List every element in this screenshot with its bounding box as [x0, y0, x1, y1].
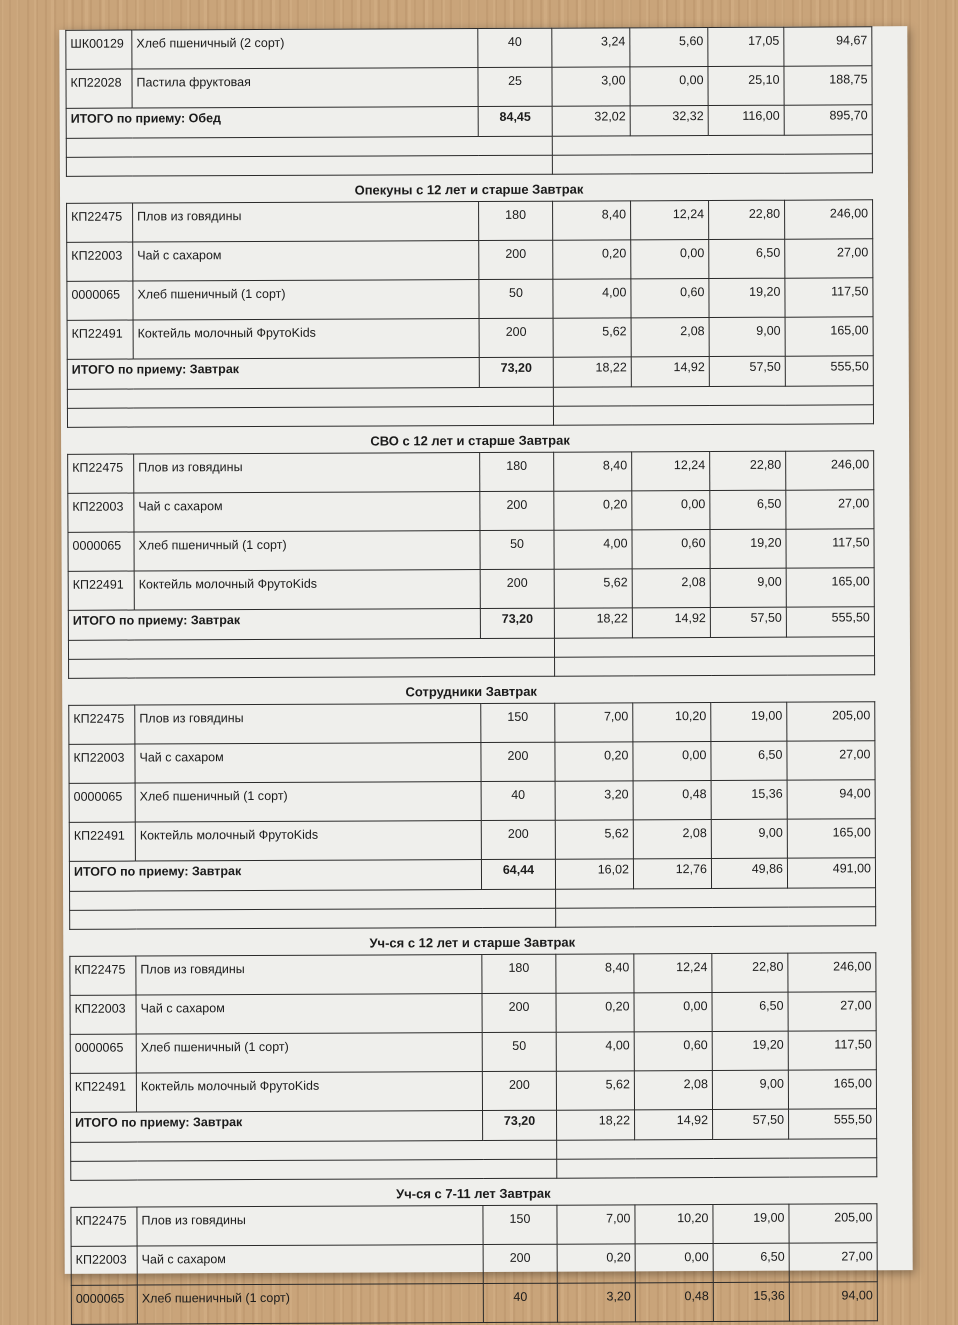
table-row: [71, 1204, 877, 1247]
item-name: Чай с сахаром: [134, 492, 480, 533]
total-weight: 64,44: [481, 859, 555, 889]
item-code: КП22028: [66, 69, 132, 108]
item-name: Чай с сахаром: [135, 743, 481, 784]
total-weight: 73,20: [479, 357, 553, 387]
item-carbs: 15,36: [711, 780, 787, 819]
total-fat: 14,92: [635, 1110, 713, 1140]
item-kcal: 117,50: [788, 1031, 876, 1070]
item-carbs: 17,05: [708, 27, 784, 66]
table-row: [67, 317, 873, 360]
item-fat: 2,08: [633, 820, 711, 859]
total-protein: 16,02: [555, 859, 633, 889]
item-kcal: 27,00: [785, 239, 873, 278]
item-name: Хлеб пшеничный (1 сорт): [133, 280, 479, 321]
item-name: Плов из говядины: [137, 1206, 483, 1247]
item-name: Хлеб пшеничный (1 сорт): [136, 1033, 482, 1074]
item-fat: 2,08: [634, 1071, 712, 1110]
table-row: [66, 27, 872, 70]
item-carbs: 6,50: [713, 1243, 789, 1282]
item-code: КП22491: [68, 571, 134, 610]
item-carbs: 6,50: [709, 239, 785, 278]
item-weight: 200: [481, 820, 555, 859]
item-protein: 5,62: [556, 1071, 634, 1110]
total-weight: 73,20: [480, 608, 554, 638]
item-code: КП22491: [67, 320, 133, 359]
total-weight: 73,20: [483, 1110, 557, 1140]
section-table: [67, 450, 875, 679]
item-carbs: 9,00: [712, 1070, 788, 1109]
item-protein: 0,20: [556, 993, 634, 1032]
total-fat: 32,32: [630, 106, 708, 136]
item-carbs: 19,00: [711, 702, 787, 741]
item-protein: 0,20: [557, 1244, 635, 1283]
section-table: [68, 701, 876, 930]
item-carbs: 15,36: [713, 1282, 789, 1321]
item-weight: 150: [483, 1205, 557, 1244]
item-code: КП22491: [69, 822, 135, 861]
item-fat: 5,60: [630, 28, 708, 67]
item-fat: 12,24: [632, 452, 710, 491]
item-weight: 150: [481, 703, 555, 742]
item-name: Чай с сахаром: [133, 241, 479, 282]
item-carbs: 19,20: [709, 278, 785, 317]
table-row: [69, 819, 875, 862]
item-kcal: 27,00: [788, 992, 876, 1031]
item-weight: 180: [479, 201, 553, 240]
table-row: [69, 741, 875, 784]
total-row: [67, 356, 873, 390]
item-code: КП22475: [71, 1207, 137, 1246]
item-fat: 0,48: [633, 781, 711, 820]
menu-report: [65, 26, 887, 1325]
item-protein: 3,00: [552, 67, 630, 106]
item-code: 0000065: [71, 1285, 137, 1324]
item-protein: 0,20: [553, 240, 631, 279]
item-carbs: 19,20: [710, 529, 786, 568]
item-kcal: 205,00: [787, 702, 875, 741]
item-weight: 50: [479, 279, 553, 318]
item-protein: 3,20: [557, 1283, 635, 1322]
item-protein: 5,62: [554, 569, 632, 608]
item-kcal: 165,00: [785, 317, 873, 356]
item-fat: 0,60: [634, 1032, 712, 1071]
item-fat: 0,60: [631, 279, 709, 318]
item-fat: 0,00: [630, 67, 708, 106]
item-weight: 25: [478, 67, 552, 106]
item-protein: 3,20: [555, 781, 633, 820]
item-code: КП22491: [70, 1073, 136, 1112]
item-fat: 2,08: [632, 569, 710, 608]
item-code: КП22003: [69, 744, 135, 783]
item-fat: 2,08: [631, 318, 709, 357]
item-carbs: 19,00: [713, 1204, 789, 1243]
paper-sheet: [59, 26, 912, 1306]
total-row: [68, 607, 874, 641]
table-row: [68, 568, 874, 611]
item-fat: 12,24: [634, 954, 712, 993]
item-name: Коктейль молочный ФрутоKids: [135, 821, 481, 862]
total-carbs: 57,50: [709, 356, 785, 386]
item-kcal: 165,00: [787, 819, 875, 858]
item-carbs: 6,50: [710, 490, 786, 529]
item-carbs: 9,00: [710, 568, 786, 607]
table-row: [67, 278, 873, 321]
item-protein: 0,20: [555, 742, 633, 781]
item-weight: 40: [483, 1283, 557, 1322]
item-weight: 50: [480, 530, 554, 569]
item-fat: 0,00: [633, 742, 711, 781]
table-row: [70, 953, 876, 996]
item-weight: 200: [483, 1244, 557, 1283]
item-fat: 0,00: [635, 1244, 713, 1283]
item-protein: 4,00: [553, 279, 631, 318]
item-protein: 8,40: [556, 954, 634, 993]
table-row: [69, 780, 875, 823]
table-row: [67, 239, 873, 282]
item-fat: 10,20: [635, 1205, 713, 1244]
section-title: Уч-ся с 7-11 лет Завтрак: [396, 1185, 551, 1202]
table-row: [68, 490, 874, 533]
item-name: Чай с сахаром: [137, 1245, 483, 1286]
item-name: Плов из говядины: [136, 955, 482, 996]
total-protein: 18,22: [557, 1110, 635, 1140]
item-fat: 0,00: [631, 240, 709, 279]
total-kcal: 491,00: [787, 858, 875, 888]
item-carbs: 19,20: [712, 1031, 788, 1070]
item-kcal: 117,50: [786, 529, 874, 568]
item-weight: 200: [480, 569, 554, 608]
table-top: [65, 26, 873, 177]
item-kcal: 205,00: [789, 1204, 877, 1243]
total-carbs: 116,00: [708, 105, 784, 135]
item-kcal: 165,00: [786, 568, 874, 607]
item-kcal: 117,50: [785, 278, 873, 317]
item-name: Коктейль молочный ФрутоKids: [134, 570, 480, 611]
total-carbs: 57,50: [710, 607, 786, 637]
item-fat: 0,00: [634, 993, 712, 1032]
item-protein: 5,62: [553, 318, 631, 357]
item-kcal: 27,00: [786, 490, 874, 529]
total-protein: 32,02: [552, 106, 630, 136]
item-code: 0000065: [69, 783, 135, 822]
item-protein: 4,00: [554, 530, 632, 569]
item-kcal: 27,00: [787, 741, 875, 780]
item-kcal: 246,00: [788, 953, 876, 992]
item-kcal: 27,00: [789, 1243, 877, 1282]
item-code: КП22003: [68, 493, 134, 532]
item-protein: 5,62: [555, 820, 633, 859]
item-weight: 50: [482, 1032, 556, 1071]
item-fat: 12,24: [631, 201, 709, 240]
total-carbs: 49,86: [711, 858, 787, 888]
item-carbs: 9,00: [711, 819, 787, 858]
item-name: Хлеб пшеничный (2 сорт): [132, 29, 478, 70]
item-kcal: 165,00: [788, 1070, 876, 1109]
item-weight: 180: [480, 452, 554, 491]
item-code: КП22475: [67, 203, 133, 242]
item-weight: 200: [481, 742, 555, 781]
total-label: ИТОГО по приему: Завтрак: [68, 609, 480, 641]
item-name: Хлеб пшеничный (1 сорт): [137, 1284, 483, 1325]
total-fat: 12,76: [633, 859, 711, 889]
item-code: КП22475: [70, 956, 136, 995]
item-name: Пастила фруктовая: [132, 68, 478, 109]
total-label: ИТОГО по приему: Завтрак: [69, 860, 481, 892]
item-code: ШК00129: [66, 30, 132, 69]
item-fat: 0,00: [632, 491, 710, 530]
total-fat: 14,92: [632, 608, 710, 638]
total-kcal: 555,50: [786, 607, 874, 637]
total-weight: 84,45: [478, 106, 552, 136]
total-row: [66, 105, 872, 139]
item-carbs: 22,80: [712, 953, 788, 992]
item-code: 0000065: [68, 532, 134, 571]
item-name: Хлеб пшеничный (1 сорт): [134, 531, 480, 572]
item-code: 0000065: [70, 1034, 136, 1073]
item-weight: 40: [481, 781, 555, 820]
section-table: [66, 199, 874, 428]
item-protein: 8,40: [553, 201, 631, 240]
item-kcal: 94,00: [789, 1282, 877, 1321]
item-name: Хлеб пшеничный (1 сорт): [135, 782, 481, 823]
total-row: [69, 858, 875, 892]
item-kcal: 246,00: [786, 451, 874, 490]
item-fat: 0,48: [635, 1283, 713, 1322]
total-label: ИТОГО по приему: Обед: [66, 107, 478, 139]
section-table: [70, 1203, 878, 1325]
item-code: КП22475: [68, 454, 134, 493]
total-label: ИТОГО по приему: Завтрак: [67, 358, 479, 390]
table-row: [70, 1031, 876, 1074]
total-row: [71, 1109, 877, 1143]
section-table: [69, 952, 877, 1181]
item-kcal: 188,75: [784, 66, 872, 105]
item-code: КП22003: [71, 1246, 137, 1285]
item-name: Коктейль молочный ФрутоKids: [136, 1072, 482, 1113]
item-name: Чай с сахаром: [136, 994, 482, 1035]
item-protein: 8,40: [554, 452, 632, 491]
total-protein: 18,22: [553, 357, 631, 387]
item-name: Плов из говядины: [133, 202, 479, 243]
total-kcal: 555,50: [789, 1109, 877, 1139]
section-title: Опекуны с 12 лет и старше Завтрак: [354, 181, 584, 198]
item-protein: 3,24: [552, 28, 630, 67]
item-weight: 200: [479, 240, 553, 279]
item-code: КП22003: [67, 242, 133, 281]
item-fat: 10,20: [633, 703, 711, 742]
item-weight: 180: [482, 954, 556, 993]
table-row: [71, 1282, 877, 1325]
table-row: [70, 992, 876, 1035]
total-fat: 14,92: [631, 357, 709, 387]
item-code: 0000065: [67, 281, 133, 320]
item-protein: 4,00: [556, 1032, 634, 1071]
item-kcal: 94,00: [787, 780, 875, 819]
table-row: [66, 66, 872, 109]
item-name: Плов из говядины: [135, 704, 481, 745]
item-weight: 200: [482, 1071, 556, 1110]
item-name: Коктейль молочный ФрутоKids: [133, 319, 479, 360]
item-code: КП22003: [70, 995, 136, 1034]
total-kcal: 555,50: [785, 356, 873, 386]
table-row: [67, 200, 873, 243]
item-carbs: 25,10: [708, 66, 784, 105]
item-protein: 0,20: [554, 491, 632, 530]
item-protein: 7,00: [557, 1205, 635, 1244]
section-title: Уч-ся с 12 лет и старше Завтрак: [369, 934, 576, 951]
total-protein: 18,22: [554, 608, 632, 638]
item-carbs: 9,00: [709, 317, 785, 356]
item-carbs: 6,50: [711, 741, 787, 780]
total-label: ИТОГО по приему: Завтрак: [71, 1111, 483, 1143]
item-code: КП22475: [69, 705, 135, 744]
section-title: СВО с 12 лет и старше Завтрак: [370, 432, 570, 449]
total-carbs: 57,50: [713, 1109, 789, 1139]
item-fat: 0,60: [632, 530, 710, 569]
item-kcal: 94,67: [784, 27, 872, 66]
item-carbs: 6,50: [712, 992, 788, 1031]
table-row: [68, 451, 874, 494]
item-carbs: 22,80: [710, 451, 786, 490]
item-weight: 40: [478, 28, 552, 67]
item-kcal: 246,00: [785, 200, 873, 239]
item-carbs: 22,80: [709, 200, 785, 239]
table-row: [71, 1243, 877, 1286]
table-row: [70, 1070, 876, 1113]
section-title: Сотрудники Завтрак: [405, 683, 537, 700]
item-protein: 7,00: [555, 703, 633, 742]
item-weight: 200: [482, 993, 556, 1032]
table-row: [68, 529, 874, 572]
total-kcal: 895,70: [784, 105, 872, 135]
item-weight: 200: [479, 318, 553, 357]
table-row: [69, 702, 875, 745]
item-name: Плов из говядины: [134, 453, 480, 494]
item-weight: 200: [480, 491, 554, 530]
